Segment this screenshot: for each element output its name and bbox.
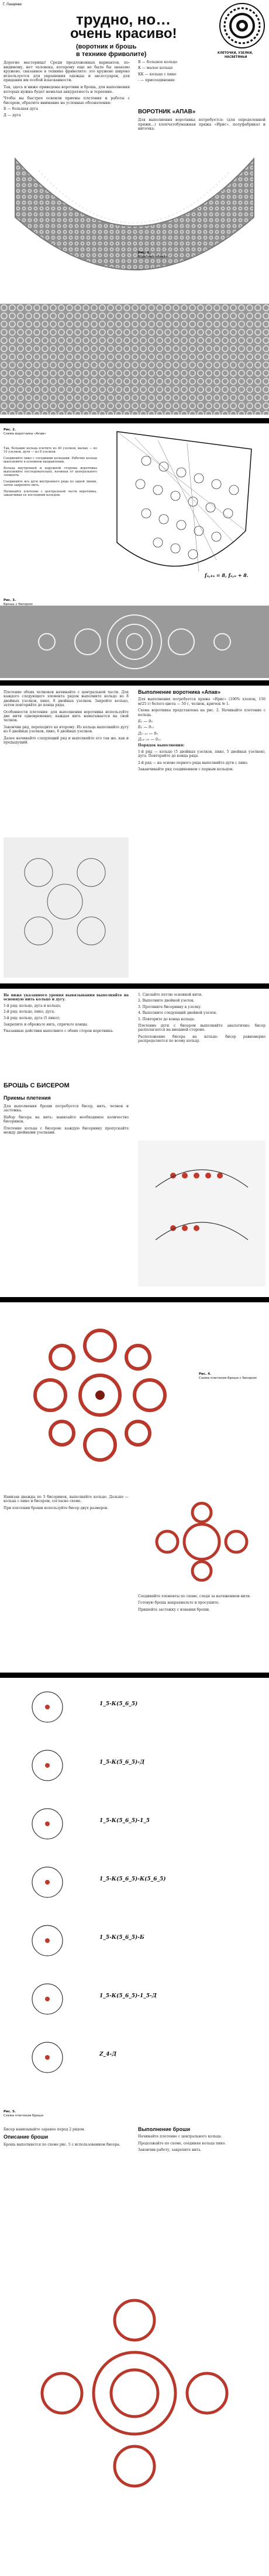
page5-col1 — [4, 1495, 129, 1513]
lace-band-image — [0, 304, 269, 415]
collar-photo — [4, 147, 265, 300]
fig3-title: Рис. 3. — [4, 599, 16, 602]
formula-2: 1_5-К(5_6_5)-Д — [99, 1760, 144, 1765]
page5-col2-para-1: Соединяйте элементы по схеме, следя за натяжением нити. — [138, 1594, 251, 1598]
page3-lace-detail — [4, 837, 129, 978]
page4-col1-para-6: Плетение кольца с бисером: каждую бисеринку пропускайте между двойными узелками. — [4, 1126, 129, 1135]
bottom-brooch-photo — [4, 2221, 265, 2565]
legend-kk: КК — кольцо с пико — [138, 72, 177, 77]
page-separator-2 — [0, 680, 269, 686]
page-3 — [0, 686, 269, 983]
page2-para-2: Соединяйте пико с соседними кольцами. Рабочие кольца выполняйте в основном направлении. — [4, 456, 97, 464]
brooch-red-photo — [4, 1305, 196, 1486]
logo — [219, 2, 265, 49]
page2-text — [4, 447, 97, 499]
page6-col2-title: Выполнение броши — [138, 2126, 191, 2132]
fig5-title: Рис. 5. — [4, 2110, 16, 2113]
legend-dash: - — присоединение — [138, 78, 175, 83]
fig1-sub: Воротник «Апав» — [138, 255, 168, 259]
page4-item-1: 1. Сделайте петлю основной нити. — [138, 993, 203, 997]
page4-list-1: 1-й ряд: кольцо, дуга и кольцо; — [4, 1003, 61, 1008]
page5-col2 — [138, 1594, 265, 1614]
page4-col1-para-4: Для выполнения броши потребуется бисер, нить, челнок и застежка. — [4, 1104, 129, 1113]
brooch-red-image — [4, 1305, 196, 1486]
formula-3: 1_5-К(5_6_5)-1_5 — [99, 1818, 150, 1824]
page2-para-1: Так, большие кольца плетите из 40 узелков, малые — из 10 узелков, дуги — из 8 узелков. — [4, 447, 97, 454]
fig5-caption — [4, 2110, 43, 2118]
brooch-lace-image — [0, 606, 269, 678]
page3-col2 — [138, 690, 265, 774]
page-separator-3 — [0, 983, 269, 989]
page2-para-4: Соединяйте все дуги внутреннего ряда по одной линии, затем закрепите нить. — [4, 479, 97, 488]
page6-col1 — [4, 2127, 129, 2149]
legend-k: К — малое кольцо — [138, 66, 173, 71]
page4-item-4: 4. Выполните следующий двойной узелок. — [138, 1011, 218, 1016]
intro-para-1: Дорогие мастерицы! Среди предложенных вариантов, по-видимому, нет человека, которому еще не было бы знакомо кружево, связанное в технике фриволите: это кружево широко используется для украшения одежды и аксессуаров, для придания им особой изысканности. — [4, 61, 130, 83]
page6-col2-para-2: Продолжайте по схеме, соединяя кольца пико. — [138, 2141, 226, 2146]
page4-col2-para-2: Расположение бисера на кольце: бисер равномерно распределяется по всему кольцу. — [138, 1034, 265, 1044]
page4-item-3: 3. Протяните бисеринку к узелку. — [138, 1004, 202, 1009]
page-6 — [0, 1678, 269, 2576]
page3-formula-3: Д₁₋₁₅ — 9₉ — [138, 731, 158, 736]
page-5 — [0, 1302, 269, 1673]
fig2-caption — [4, 428, 46, 436]
page6-col1-para-2: Брошь выполняется по схеме рис. 5 с использованием бисера. — [4, 2142, 120, 2147]
section-title-collar: ВОРОТНИК «АПАВ» — [138, 109, 196, 115]
intro-para-3: Чтобы вы быстрее освоили приемы плетения и работы с бисером, обратите внимание на условные обозначения: — [4, 96, 130, 105]
page4-bead-diagram — [138, 1141, 265, 1287]
page4-col1-para-2: Закрепите и обрежьте нить, спрячьте концы. — [4, 1023, 88, 1027]
page-separator-5 — [0, 1673, 269, 1678]
page-separator-4 — [0, 1297, 269, 1302]
formula-1: 1_5-К(5_6_5) — [99, 1701, 138, 1707]
page4-item-2: 2. Выполните двойной узелок. — [138, 999, 195, 1003]
page4-sub-title: Приемы плетения — [4, 1095, 51, 1101]
page3-col1 — [4, 690, 129, 747]
title-line1: трудно, но… — [76, 11, 171, 28]
page2-formula: fₙ,₁ₙ = 8, fₙ,ₙ + 8. — [205, 572, 249, 578]
page6-col2-para-1: Начинайте плетение с центрального кольца. — [138, 2135, 222, 2139]
page2-para-3: Кольца внутренней и наружной стороны воротника выполняйте последовательно, начиная от центрального элемента. — [4, 466, 97, 478]
bead-diagram-image — [138, 1141, 265, 1287]
page-1 — [0, 0, 269, 418]
fig3-sub: Брошь с бисером — [4, 602, 33, 606]
formula-7: Z_4-Д — [99, 2052, 117, 2057]
page6-col2 — [138, 2127, 265, 2155]
fig4-title: Рис. 4. — [199, 1372, 212, 1376]
page4-list-3: 3-й ряд: кольцо, дуга (5 пико); — [4, 1016, 60, 1020]
page3-col1-para-3: Закончив ряд, переходите ко второму. Из кольца выполняйте дугу из 6 двойных узелков, пико, 6 двойных узелков. — [4, 725, 129, 734]
collar-intro-para: Для выполнения воротника потребуется: (для определенной пряжи…) хлопчатобумажная пряжа «Ирис», полуфабрикат и ниточка. — [138, 118, 265, 131]
page3-col1-para-2: Особенности плетения: для выполнения воротника используйте две нити одновременно; каждая нить наматывается на свой челнок. — [4, 710, 129, 723]
page3-formula-1: Б₁ — 9₉ — [138, 719, 153, 724]
page4-col2-para-1: Плетение дуги с бисером выполняйте аналогично: бисер располагается на внешней стороне. — [138, 1024, 265, 1033]
page5-col1-para-1: Нанизав дважды по 5 бисеринок, выполняйте кольцо. Дальше — кольца с пико и бисером, согласно схеме. — [4, 1495, 129, 1504]
fig1-caption — [138, 251, 167, 259]
legend-v: В — большое кольцо — [138, 60, 178, 64]
logo-text-1: КЛЕТОЧКИ, УЗЕЛКИ, — [218, 51, 253, 55]
page3-col1-para-1: Плетение обоих челноков начинайте с центральной части. Для каждого следующего элемента рядом выполните кольцо из 8 двойных узелков, пико, 8 двойных узелков. Закройте кольцо, затем повторяйте до конца ряда. — [4, 690, 129, 708]
page4-col1 — [4, 993, 129, 1036]
page-4 — [0, 989, 269, 1297]
fig1-title: Рис. 1. — [138, 251, 151, 255]
lace-detail-image — [4, 837, 129, 978]
author: Т. Лазарева — [2, 3, 22, 6]
brooch-red-image-2 — [138, 1495, 265, 1588]
page5-col2-para-2: Готовую брошь накрахмальте и просушите. — [138, 1601, 220, 1605]
subtitle-line2: в технике фриволите) — [76, 51, 147, 58]
page3-col2-para-5: 2-й ряд — на основе первого ряда выполняйте дуги с пико. — [138, 760, 249, 765]
formula-4: 1_5-К(5_6_5)-К(5_6_5) — [99, 1876, 166, 1882]
page3-formula-4: Д₁₆₋₁₉ — 9₁₁ — [138, 737, 161, 742]
collar-intro — [138, 118, 265, 134]
page4-item-5: 5. Повторите до конца кольца. — [138, 1017, 195, 1021]
brooch-lace-photo — [0, 606, 269, 678]
page3-col2-para-6: Заканчивайте ряд соединением с первым кольцом. — [138, 767, 234, 772]
page6-col1-para-1: Бисер нанизывайте заранее перед 2 рядом. — [4, 2127, 85, 2132]
page3-col2-title: Выполнение воротника «Апав» — [138, 689, 221, 695]
title-line2: очень красиво! — [70, 26, 177, 41]
page2-para-5: Начинайте плетение с центральной части воротника, заканчивая ее последним кольцом. — [4, 489, 97, 498]
brooch-pattern-image — [4, 1684, 91, 2104]
fig5-sub: Схема плетения броши — [4, 2113, 43, 2118]
page3-col1-para-4: Далее начинайте следующий ряд и выполняйте его так же, как и предыдущий. — [4, 736, 129, 745]
collar-lace-image — [4, 147, 265, 300]
page5-col1-para-2: При плетении броши используйте бисер двух размеров. — [4, 1506, 109, 1510]
fig4-caption — [199, 1372, 265, 1380]
legend-b: Б — большая дуга — [4, 107, 39, 112]
page3-col2-para-1: Для выполнения потребуется пряжа «Ирис» (100% хлопок, 150 м/25 г) белого цвета — 50 г, челнок, крючок № 1. — [138, 697, 265, 706]
intro-para-2: Так, здесь и ниже приведены воротник и брошь, для выполнения которых нужна будет немалая аккуратность и терпение. — [4, 85, 130, 94]
legend-d: Д — дуга — [4, 113, 21, 117]
page4-col2 — [138, 993, 265, 1046]
page3-formula-2: Б₂ — 9₁₁ — [138, 725, 154, 730]
page4-col1-para-1: Не ниже указанного уровня вывязывания выполняйте на основную нить кольцо и дугу. — [4, 993, 129, 1002]
lace-band-photo — [0, 304, 269, 415]
page3-col2-para-2: Схема воротника представлена на рис. 2. Начинайте плетение с кольца. — [138, 708, 265, 717]
subtitle-line1: (воротник и брошь — [76, 43, 137, 50]
fig2-sub: Схема воротника «Апав» — [4, 432, 46, 436]
logo-text-2: НАСВЕТЯНЬИ — [225, 55, 247, 59]
brooch-pattern-column — [4, 1684, 91, 2104]
bottom-brooch-image — [4, 2221, 265, 2565]
page4-col1-para-5: Набор бисера на нить: нанизайте необходимое количество бисеринок. — [4, 1115, 129, 1124]
legend-column — [138, 61, 265, 85]
page-separator-1 — [0, 418, 269, 423]
page6-col1-section: Описание броши — [4, 2134, 49, 2140]
page4-list-2: 2-й ряд: кольцо, пико, дуга; — [4, 1010, 55, 1014]
fig2-title: Рис. 2. — [4, 428, 16, 432]
fig4-sub: Схема плетения броши с бисером — [199, 1376, 257, 1380]
page-2 — [0, 423, 269, 680]
page4-col1b — [4, 1104, 129, 1137]
page5-col2-para-3: Пришейте застежку с изнанки броши. — [138, 1607, 211, 1612]
page3-col2-para-4: 1-й ряд — кольцо (5 двойных узелков, пико, 5 двойных узелков), дуга. Повторяйте до конца ряда. — [138, 750, 265, 759]
formula-6: 1_5-К(5_6_5)-1_5-Д — [99, 1993, 157, 1999]
intro-column — [4, 61, 130, 120]
page6-col2-para-3: Закончив работу, закрепите нить. — [138, 2148, 202, 2153]
page3-col2-para-3: Порядок выполнения: — [138, 743, 185, 748]
formula-5: 1_5-К(5_6_5)-Б — [99, 1935, 144, 1941]
page4-col1-para-3: Указанные действия выполните с обеих сторон воротника. — [4, 1029, 114, 1034]
lace-logo-icon — [219, 2, 265, 49]
page4-section-title: БРОШЬ С БИСЕРОМ — [4, 1082, 70, 1089]
brooch-red-photo-2 — [138, 1495, 265, 1588]
